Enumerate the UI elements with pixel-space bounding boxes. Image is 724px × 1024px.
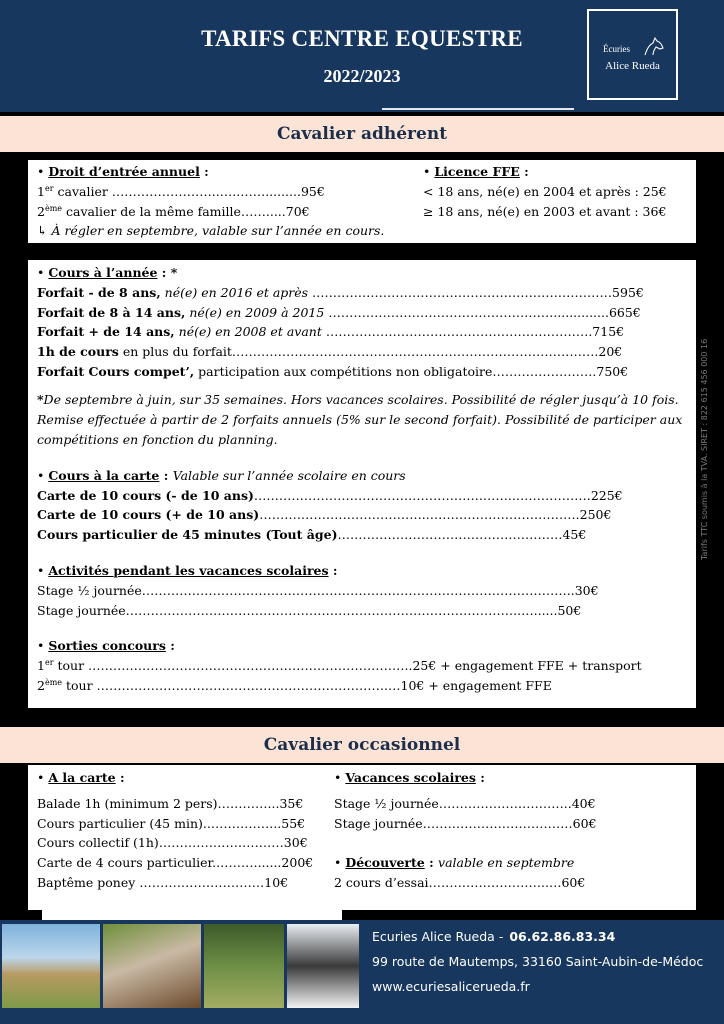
forfait-label: 1h de cours <box>37 344 119 360</box>
decouverte-suffix: : <box>424 855 439 871</box>
occ-carte-suffix: : <box>115 770 125 785</box>
carte-price: ………………………………….……………………………….250€ <box>259 507 612 523</box>
ordinal: er <box>44 183 54 193</box>
forfait-row <box>37 342 687 362</box>
bullet: • <box>37 265 49 280</box>
forfait-age: né(e) en 2008 et avant <box>174 324 322 340</box>
horse-head-icon <box>641 35 665 57</box>
decouverte-validity: valable en septembre <box>438 855 575 871</box>
logo <box>587 9 678 100</box>
sorties-title-row <box>37 636 687 656</box>
occ-carte-row: Carte de 4 cours particulier..………......200€ <box>37 855 314 871</box>
ordinal: ème <box>44 203 63 213</box>
occ-vacances-title-row <box>334 768 597 788</box>
forfait-row <box>37 362 687 382</box>
bullet: • <box>37 562 49 578</box>
vacances-title: Activités pendant les vacances scolaires <box>48 562 329 578</box>
forfait-label: Forfait - de 8 ans, <box>37 284 161 300</box>
footer-contact <box>372 929 615 944</box>
ordinal: er <box>44 658 54 667</box>
carte-price: ……………………………………………….……..………………225€ <box>253 487 623 503</box>
panel-cours <box>28 260 696 708</box>
vacances-row-1: Stage ½ journée…………………………………………………………………………………………..30€ <box>37 582 599 598</box>
forfait-row <box>37 322 687 342</box>
carte-validity: Valable sur l’année scolaire en cours <box>172 467 406 483</box>
carte-row <box>37 525 687 545</box>
forfait-age: né(e) en 2009 à 2015 <box>185 304 325 320</box>
footer <box>0 920 724 1024</box>
cours-annee-suffix: : * <box>157 265 178 280</box>
page-title: TARIFS CENTRE EQUESTRE <box>201 26 523 51</box>
occ-carte-row: Cours particulier (45 min)..……………..55€ <box>37 815 306 831</box>
sorties-row-2 <box>37 676 687 696</box>
row-text: 1 <box>37 183 45 199</box>
occ-carte-title: A la carte <box>48 770 116 785</box>
licence-block <box>423 162 667 221</box>
section-heading-occasionnel: Cavalier occasionnel <box>0 727 724 763</box>
footer-website-link[interactable]: www.ecuriesalicerueda.fr <box>372 979 530 994</box>
forfait-row <box>37 303 687 323</box>
legal-side-text: Tarifs TTC soumis à la TVA. SIRET : 822 615 456 000 16 <box>700 338 709 560</box>
panel-occasionnel-tail <box>42 910 342 920</box>
occ-carte-row: Cours collectif (1h)…………………………30€ <box>37 835 308 851</box>
section-heading-adherent: Cavalier adhérent <box>0 116 724 152</box>
bullet: • <box>37 164 49 179</box>
bullet: • <box>37 770 49 785</box>
row-text: 2 <box>37 677 45 693</box>
sorties-title: Sorties concours <box>48 638 166 654</box>
licence-row-2: ≥ 18 ans, né(e) en 2003 et avant : 36€ <box>423 203 667 219</box>
vacances-title-row <box>37 561 687 581</box>
row-text: tour ……….…………………………………………………………..25€ + engagement FFE + transport <box>53 658 642 674</box>
carte-label: Carte de 10 cours (+ de 10 ans) <box>37 507 260 523</box>
carte-suffix: : <box>159 467 173 483</box>
note-star: * <box>37 391 44 407</box>
occ-vacances-row-2: Stage journée………………………………60€ <box>334 815 597 831</box>
bullet: • <box>334 770 346 785</box>
carte-title: Cours à la carte <box>48 467 160 483</box>
trail-ride-photo <box>204 924 284 1008</box>
vacances-row-2: Stage journée…………………………………………………………………………………..…......50€ <box>37 602 582 618</box>
carte-price: ………………………………………………45€ <box>337 527 587 543</box>
forfait-price: ……………………………………………………….715€ <box>321 324 625 340</box>
droit-note: ↳ À régler en septembre, valable sur l’année en cours. <box>37 223 385 239</box>
row-text: cavalier de la même famille…….....70€ <box>62 203 310 219</box>
forfait-age: né(e) en 2016 et après <box>160 284 309 300</box>
occ-vacances-row-1: Stage ½ journée…………………………..40€ <box>334 795 596 811</box>
forfait-label: Forfait + de 14 ans, <box>37 324 175 340</box>
cours-annee-title: Cours à l’année <box>48 265 158 280</box>
licence-title: Licence FFE <box>434 164 520 179</box>
decouverte-title-row <box>334 853 597 873</box>
header <box>0 0 724 112</box>
sorties-suffix: : <box>165 638 175 654</box>
forfait-price: participation aux compétitions non obligatoire…………………….750€ <box>194 363 629 379</box>
droit-title: Droit d’entrée annuel <box>48 164 200 179</box>
stable-photo <box>2 924 100 1008</box>
panel-droit-licence <box>28 160 696 243</box>
header-divider <box>382 108 574 110</box>
forfait-label: Forfait de 8 à 14 ans, <box>37 304 186 320</box>
logo-name: Alice Rueda <box>605 60 660 72</box>
horse-rider-photo <box>103 924 201 1008</box>
panel-occasionnel <box>28 765 696 910</box>
bullet: • <box>37 638 49 654</box>
bullet: • <box>334 855 346 871</box>
carte-label: Carte de 10 cours (- de 10 ans) <box>37 487 254 503</box>
carte-row <box>37 505 687 525</box>
footer-phone[interactable]: 06.62.86.83.34 <box>509 929 616 944</box>
licence-colon: : <box>519 164 529 179</box>
footer-address: 99 route de Mautemps, 33160 Saint-Aubin-de-Médoc <box>372 954 704 969</box>
occ-right-column <box>334 768 597 893</box>
forfait-row <box>37 283 687 303</box>
season-year: 2022/2023 <box>323 66 401 86</box>
logo-small-text: Écuries <box>603 44 630 54</box>
forfait-label: Forfait Cours compet’, <box>37 363 195 379</box>
footer-name: Ecuries Alice Rueda - <box>372 929 504 944</box>
cours-annee-title-row <box>37 263 687 283</box>
occ-carte-row: Balade 1h (minimum 2 pers)…………...35€ <box>37 795 304 811</box>
sorties-row-1 <box>37 656 687 676</box>
child-pony-photo <box>287 924 359 1008</box>
carte-title-row <box>37 466 687 486</box>
forfait-price: ………………………………………………..............665€ <box>324 304 641 320</box>
occ-vacances-title: Vacances scolaires <box>345 770 476 785</box>
note-text: De septembre à juin, sur 35 semaines. Hors vacances scolaires. Possibilité de régler jusqu’à 10 fois. Remise effectuée à partir de 2 forfaits annuels (5% sur le second forfait). Possibilité de participer aux compétitions en fonction du planning. <box>37 391 683 447</box>
licence-row-1: < 18 ans, né(e) en 2004 et après : 25€ <box>423 183 667 199</box>
forfait-price: ………………………………………………………………595€ <box>308 284 644 300</box>
decouverte-title: Découverte <box>345 855 425 871</box>
row-text: 2 <box>37 203 45 219</box>
bullet: • <box>37 467 49 483</box>
carte-row <box>37 486 687 506</box>
occ-carte-row: Baptême poney …………………………10€ <box>37 874 289 890</box>
droit-colon: : <box>199 164 209 179</box>
row-text: cavalier ……………………..…..…….........95€ <box>53 183 325 199</box>
carte-label: Cours particulier de 45 minutes (Tout âge) <box>37 527 338 543</box>
decouverte-row-1: 2 cours d’essai………………………..…60€ <box>334 874 586 890</box>
cours-annee-note <box>37 390 687 450</box>
row-text: 1 <box>37 658 45 674</box>
vacances-suffix: : <box>328 562 338 578</box>
forfait-price: en plus du forfait…………………………………………………………………………….20€ <box>118 344 623 360</box>
licence-title-row <box>423 162 667 182</box>
row-text: tour …………………………………………………………….…10€ + engagement FFE <box>62 677 552 693</box>
occ-vacances-suffix: : <box>475 770 485 785</box>
ordinal: ème <box>44 677 63 687</box>
bullet: • <box>423 164 435 179</box>
